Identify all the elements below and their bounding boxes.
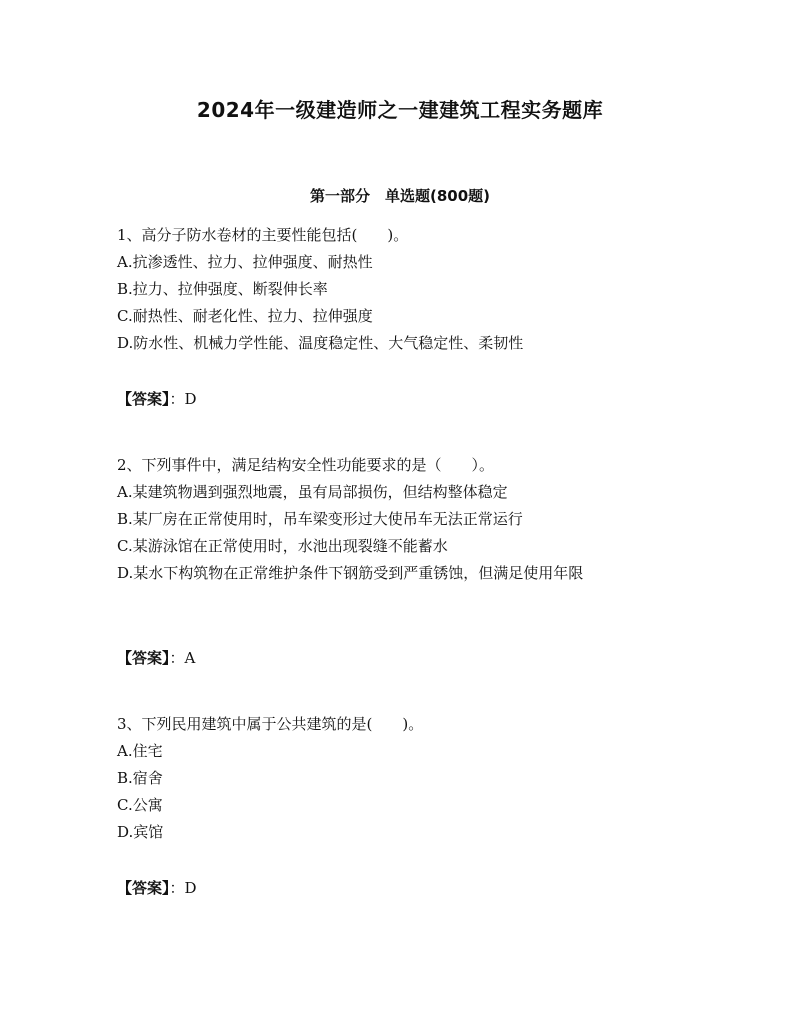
question-stem: 1、高分子防水卷材的主要性能包括( )。	[117, 226, 409, 244]
option-b: B.宿舍	[117, 769, 163, 787]
section-title: 第一部分 单选题(800题)	[309, 187, 491, 205]
option-b: B.拉力、拉伸强度、断裂伸长率	[117, 280, 328, 298]
option-c: C.某游泳馆在正常使用时，水池出现裂缝不能蓄水	[117, 537, 448, 555]
answer-value: ：D	[169, 879, 197, 897]
option-d: D.宾馆	[117, 823, 164, 841]
question-2	[117, 452, 677, 587]
question-3	[117, 711, 677, 846]
option-c: C.耐热性、耐老化性、拉力、拉伸强度	[117, 307, 373, 325]
option-a: A.住宅	[117, 742, 163, 760]
answer-2	[117, 648, 195, 668]
answer-value: ：D	[169, 390, 197, 408]
question-1	[117, 222, 677, 357]
option-a: A.某建筑物遇到强烈地震，虽有局部损伤，但结构整体稳定	[117, 483, 508, 501]
option-a: A.抗渗透性、拉力、拉伸强度、耐热性	[117, 253, 373, 271]
option-c: C.公寓	[117, 796, 163, 814]
answer-value: ：A	[169, 649, 196, 667]
question-stem: 2、下列事件中，满足结构安全性功能要求的是（ ）。	[117, 456, 495, 474]
question-stem: 3、下列民用建筑中属于公共建筑的是( )。	[117, 715, 424, 733]
document-title: 2024年一级建造师之一建建筑工程实务题库	[196, 98, 604, 122]
answer-label: 【答案】	[117, 649, 170, 667]
option-d: D.防水性、机械力学性能、温度稳定性、大气稳定性、柔韧性	[117, 334, 524, 352]
answer-1	[117, 389, 197, 409]
option-d: D.某水下构筑物在正常维护条件下钢筋受到严重锈蚀，但满足使用年限	[117, 564, 584, 582]
option-b: B.某厂房在正常使用时，吊车梁变形过大使吊车无法正常运行	[117, 510, 523, 528]
answer-label: 【答案】	[117, 879, 170, 897]
answer-label: 【答案】	[117, 390, 170, 408]
answer-3	[117, 878, 197, 898]
